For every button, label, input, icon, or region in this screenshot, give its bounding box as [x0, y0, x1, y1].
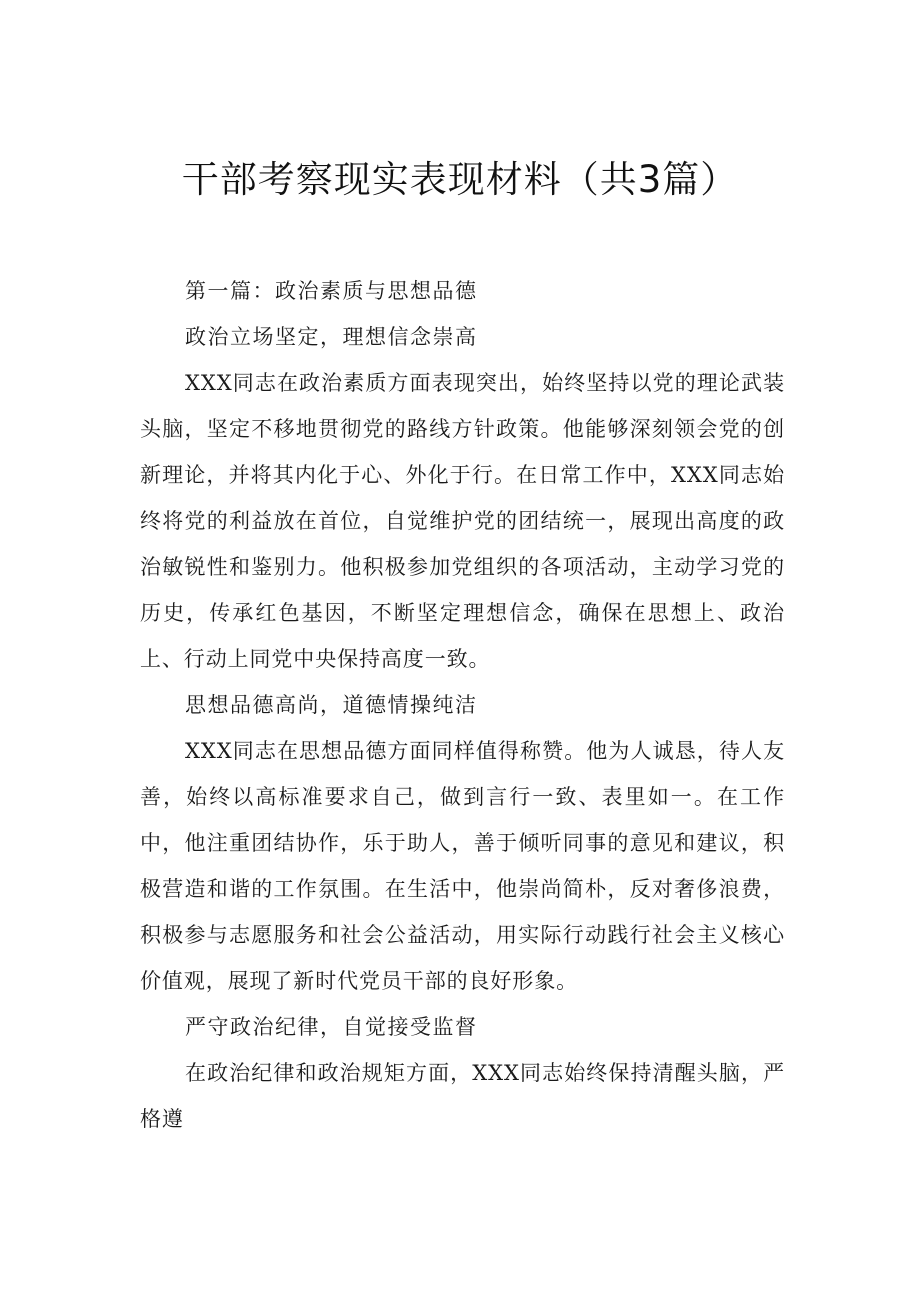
subsection-heading: 思想品德高尚，道德情操纯洁 — [185, 693, 478, 717]
document-body — [140, 268, 785, 1142]
body-paragraph: XXX同志在政治素质方面表现突出，始终坚持以党的理论武装头脑，坚定不移地贯彻党的路线方针政策。他能够深刻领会党的创新理论，并将其内化于心、外化于行。在日常工作中，XXX同志始终将党的利益放在首位，自觉维护党的团结统一，展现出高度的政治敏锐性和鉴别力。他积极参加党组织的各项活动，主动学习党的历史，传承红色基因，不断坚定理想信念，确保在思想上、政治上、行动上同党中央保持高度一致。 — [140, 371, 785, 671]
section-heading: 第一篇：政治素质与思想品德 — [185, 279, 478, 303]
subsection-heading: 政治立场坚定，理想信念崇高 — [185, 325, 478, 349]
body-paragraph: 在政治纪律和政治规矩方面，XXX同志始终保持清醒头脑，严格遵 — [140, 1061, 785, 1131]
subsection-heading: 严守政治纪律，自觉接受监督 — [185, 1015, 478, 1039]
document-title: 干部考察现实表现材料（共3篇） — [181, 158, 739, 201]
body-paragraph: XXX同志在思想品德方面同样值得称赞。他为人诚恳，待人友善，始终以高标准要求自己，做到言行一致、表里如一。在工作中，他注重团结协作，乐于助人，善于倾听同事的意见和建议，积极营造和谐的工作氛围。在生活中，他崇尚简朴，反对奢侈浪费，积极参与志愿服务和社会公益活动，用实际行动践行社会主义核心价值观，展现了新时代党员干部的良好形象。 — [140, 739, 785, 993]
